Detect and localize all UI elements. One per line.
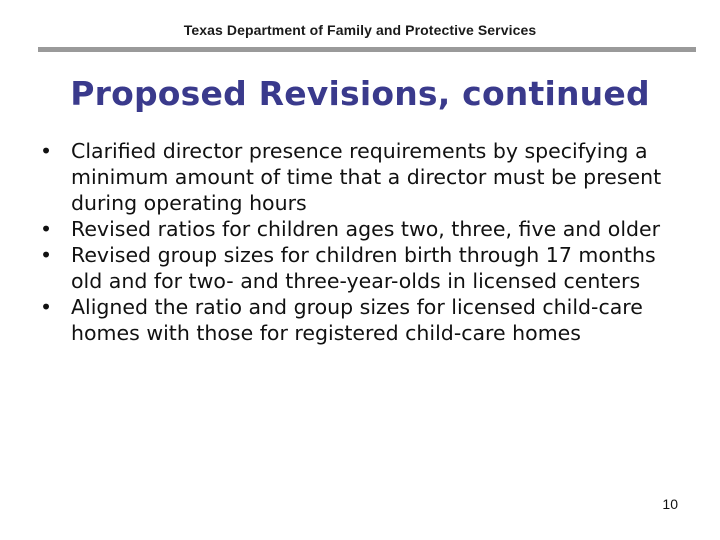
bullet-marker: • [40, 139, 53, 163]
bullet-marker: • [40, 243, 53, 267]
bullet-text: Aligned the ratio and group sizes for licensed child-care homes with those for registered child-care homes [71, 295, 643, 345]
bullet-item [38, 216, 688, 242]
bullet-item [38, 294, 688, 346]
slide-title: Proposed Revisions, continued [70, 74, 650, 113]
header-divider [38, 47, 696, 52]
bullet-marker: • [40, 295, 53, 319]
bullet-text: Clarified director presence requirements by specifying a minimum amount of time that a director must be present during operating hours [71, 139, 662, 215]
bullet-list [38, 138, 688, 346]
bullet-text: Revised group sizes for children birth through 17 months old and for two- and three-year-olds in licensed centers [71, 243, 656, 293]
bullet-marker: • [40, 217, 53, 241]
bullet-text: Revised ratios for children ages two, three, five and older [71, 217, 661, 241]
bullet-item [38, 138, 688, 216]
organization-header: Texas Department of Family and Protective Services [183, 22, 537, 38]
bullet-item [38, 242, 688, 294]
page-number: 10 [662, 496, 678, 512]
